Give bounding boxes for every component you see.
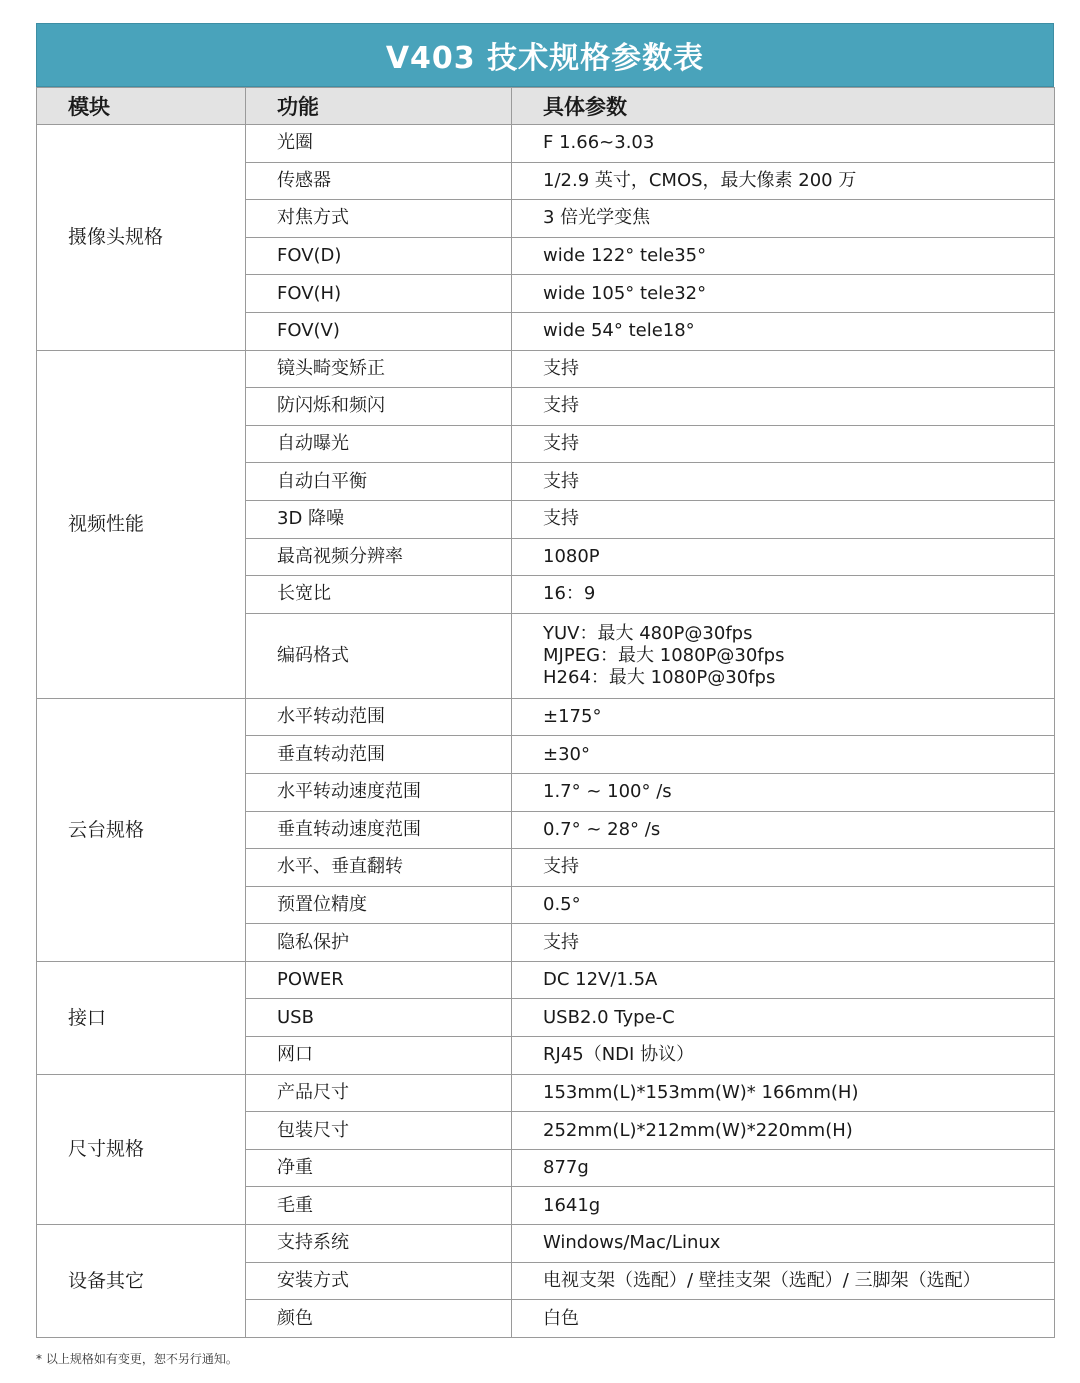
value-cell: 1641g xyxy=(512,1187,1055,1225)
value-cell: 支持 xyxy=(512,924,1055,962)
value-line: MJPEG：最大 1080P@30fps xyxy=(543,644,785,666)
feature-cell: 隐私保护 xyxy=(246,924,512,962)
header-param: 具体参数 xyxy=(512,88,1055,125)
feature-cell: 长宽比 xyxy=(246,576,512,614)
spec-body xyxy=(37,125,1055,1338)
value-line: YUV：最大 480P@30fps xyxy=(543,622,753,644)
table-row xyxy=(37,350,1055,388)
value-cell: RJ45（NDI 协议） xyxy=(512,1037,1055,1075)
value-cell: wide 54° tele18° xyxy=(512,312,1055,350)
value-cell: 0.7° ~ 28° /s xyxy=(512,811,1055,849)
value-cell: ±175° xyxy=(512,698,1055,736)
feature-cell: FOV(D) xyxy=(246,237,512,275)
header-row xyxy=(37,88,1055,125)
value-cell: 支持 xyxy=(512,500,1055,538)
feature-cell: 传感器 xyxy=(246,162,512,200)
value-cell: 153mm(L)*153mm(W)* 166mm(H) xyxy=(512,1074,1055,1112)
table-row xyxy=(37,698,1055,736)
feature-cell: 镜头畸变矫正 xyxy=(246,350,512,388)
value-cell xyxy=(512,613,1055,698)
value-cell: USB2.0 Type-C xyxy=(512,999,1055,1037)
feature-cell: 产品尺寸 xyxy=(246,1074,512,1112)
feature-cell: 垂直转动速度范围 xyxy=(246,811,512,849)
table-row xyxy=(37,125,1055,163)
value-cell: 支持 xyxy=(512,350,1055,388)
feature-cell: 水平、垂直翻转 xyxy=(246,849,512,887)
feature-cell: 水平转动范围 xyxy=(246,698,512,736)
module-cell: 摄像头规格 xyxy=(37,125,246,351)
value-line: H264：最大 1080P@30fps xyxy=(543,666,776,688)
feature-cell: 自动白平衡 xyxy=(246,463,512,501)
value-cell: 电视支架（选配）/ 壁挂支架（选配）/ 三脚架（选配） xyxy=(512,1262,1055,1300)
value-cell: 1080P xyxy=(512,538,1055,576)
feature-cell: 最高视频分辨率 xyxy=(246,538,512,576)
feature-cell: 水平转动速度范围 xyxy=(246,773,512,811)
value-cell: 白色 xyxy=(512,1300,1055,1338)
module-cell: 接口 xyxy=(37,961,246,1074)
feature-cell: 编码格式 xyxy=(246,613,512,698)
module-cell: 设备其它 xyxy=(37,1225,246,1338)
value-cell: 1.7° ~ 100° /s xyxy=(512,773,1055,811)
footnote: * 以上规格如有变更，恕不另行通知。 xyxy=(36,1352,238,1366)
value-cell: wide 105° tele32° xyxy=(512,275,1055,313)
feature-cell: USB xyxy=(246,999,512,1037)
feature-cell: 光圈 xyxy=(246,125,512,163)
feature-cell: 颜色 xyxy=(246,1300,512,1338)
table-row xyxy=(37,961,1055,999)
value-cell: 支持 xyxy=(512,425,1055,463)
feature-cell: 对焦方式 xyxy=(246,200,512,238)
value-cell: DC 12V/1.5A xyxy=(512,961,1055,999)
header-module: 模块 xyxy=(37,88,246,125)
value-cell: 支持 xyxy=(512,388,1055,426)
feature-cell: POWER xyxy=(246,961,512,999)
spec-sheet xyxy=(36,23,1054,1338)
value-cell: 1/2.9 英寸，CMOS，最大像素 200 万 xyxy=(512,162,1055,200)
feature-cell: FOV(H) xyxy=(246,275,512,313)
header-feature: 功能 xyxy=(246,88,512,125)
value-cell: wide 122° tele35° xyxy=(512,237,1055,275)
module-cell: 视频性能 xyxy=(37,350,246,698)
module-cell: 尺寸规格 xyxy=(37,1074,246,1224)
feature-cell: 防闪烁和频闪 xyxy=(246,388,512,426)
feature-cell: 毛重 xyxy=(246,1187,512,1225)
value-cell: 支持 xyxy=(512,849,1055,887)
feature-cell: 3D 降噪 xyxy=(246,500,512,538)
feature-cell: 自动曝光 xyxy=(246,425,512,463)
feature-cell: 网口 xyxy=(246,1037,512,1075)
value-cell: 16：9 xyxy=(512,576,1055,614)
feature-cell: 预置位精度 xyxy=(246,886,512,924)
page-title: V403 技术规格参数表 xyxy=(36,23,1054,87)
feature-cell: 包装尺寸 xyxy=(246,1112,512,1150)
value-cell: 支持 xyxy=(512,463,1055,501)
value-cell: Windows/Mac/Linux xyxy=(512,1225,1055,1263)
value-cell: 877g xyxy=(512,1149,1055,1187)
feature-cell: 支持系统 xyxy=(246,1225,512,1263)
module-cell: 云台规格 xyxy=(37,698,246,961)
table-row xyxy=(37,1074,1055,1112)
value-cell: F 1.66~3.03 xyxy=(512,125,1055,163)
feature-cell: 安装方式 xyxy=(246,1262,512,1300)
feature-cell: 净重 xyxy=(246,1149,512,1187)
value-cell: 0.5° xyxy=(512,886,1055,924)
table-row xyxy=(37,1225,1055,1263)
feature-cell: 垂直转动范围 xyxy=(246,736,512,774)
spec-table xyxy=(36,87,1055,1338)
value-cell: 252mm(L)*212mm(W)*220mm(H) xyxy=(512,1112,1055,1150)
feature-cell: FOV(V) xyxy=(246,312,512,350)
value-cell: 3 倍光学变焦 xyxy=(512,200,1055,238)
value-cell: ±30° xyxy=(512,736,1055,774)
